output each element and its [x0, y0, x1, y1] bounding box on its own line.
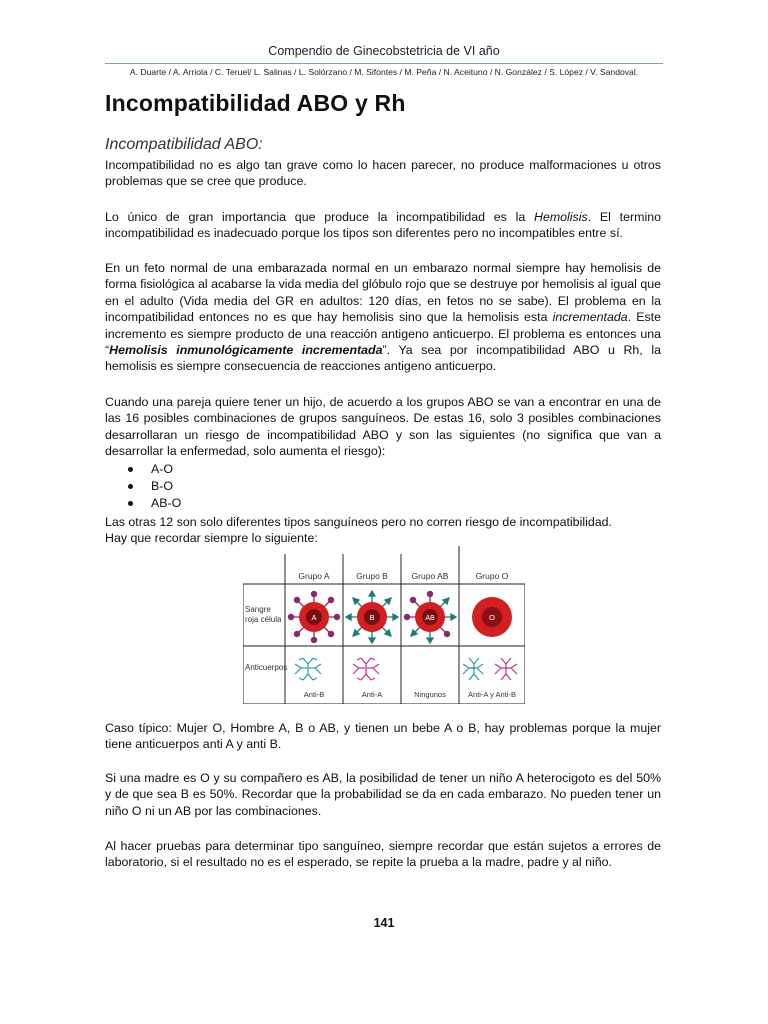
row-label-antibodies: Anticuerpos — [245, 663, 288, 672]
paragraph-4: Cuando una pareja quiere tener un hijo, de acuerdo a los grupos ABO se van a encontrar en una de las 16 posibles combinaciones de grupos sanguíneos. De estas 16, solo 3 posibles combinaciones desarrollaran un riesgo de incompatibilidad ABO y son las siguientes (no significa que van a desarrollar la enfermedad, solo aumenta el riesgo): — [105, 395, 661, 459]
column-header-o: Grupo O — [475, 571, 509, 581]
paragraph-9: Al hacer pruebas para determinar tipo sanguíneo, siempre recordar que están sujetos a errores de laboratorio, si el resultado no es el esperado, se repite la prueba a la madre, padre y al niño. — [105, 839, 661, 870]
row-label-red-cell-1: Sangre — [245, 605, 271, 614]
running-header: Compendio de Ginecobstetricia de VI año — [268, 44, 500, 58]
red-cell-o — [472, 597, 512, 637]
paragraph-3-emphasis: incrementada — [552, 310, 628, 325]
section-title: Incompatibilidad ABO: — [105, 136, 263, 153]
paragraph-5: Las otras 12 son solo diferentes tipos sanguíneos pero no corren riesgo de incompatibilidad. — [105, 515, 612, 529]
paragraph-3 — [105, 260, 661, 375]
list-item — [128, 461, 181, 478]
anti-b-antibodies-icon — [295, 658, 321, 680]
paragraph-1: Incompatibilidad no es algo tan grave como lo hacen parecer, no produce malformaciones u otros problemas que se cree que produce. — [105, 158, 661, 189]
paragraph-2-text-b: . El termino incompatibilidad es inadecuado porque los tipos son diferentes pero no incompatibles entre sí. — [105, 210, 661, 241]
list-item — [128, 478, 181, 495]
paragraph-2-text-a: Lo único de gran importancia que produce la incompatibilidad es la — [105, 210, 534, 224]
authors-line: A. Duarte / A. Arriola / C. Teruel/ L. Salinas / L. Solórzano / M. Sifontes / M. Peña / N. Aceituno / N. González / S. López / V. Sandoval. — [129, 67, 639, 77]
list-item-label: AB-O — [151, 496, 182, 510]
red-cell-ab — [404, 591, 456, 643]
paragraph-3-bold-emphasis: Hemolisis inmunológicamente incrementada — [109, 343, 383, 358]
column-header-b: Grupo B — [356, 571, 388, 581]
red-cell-b — [346, 591, 398, 643]
paragraph-6: Hay que recordar siempre lo siguiente: — [105, 531, 318, 545]
bullet-icon — [128, 467, 133, 472]
list-item — [128, 495, 181, 512]
paragraph-7: Caso típico: Mujer O, Hombre A, B o AB, y tienen un bebe A o B, hay problemas porque la mujer tiene anticuerpos anti A y anti B. — [105, 721, 661, 752]
header-rule — [105, 63, 663, 64]
paragraph-3-text-a: En un feto normal de una embarazada normal en un embarazo normal siempre hay hemolisis de forma fisiológica al acabarse la vida media del glóbulo rojo que se destruye por hemolisis al igual que en el adulto (Vida media del GR en adultos: 120 días, en fetos no se sabe). El problema en la incompatibilidad entonces no es que hay hemolisis sino que la hemolisis esta — [105, 261, 661, 325]
page-number: 141 — [373, 916, 395, 930]
red-cell-a — [288, 591, 339, 642]
list-item-label: A-O — [151, 462, 174, 476]
cell-letter-o: O — [489, 613, 495, 622]
row-label-red-cell-2: roja célula — [245, 615, 282, 624]
paragraph-3-text-c: ”. Ya sea por incompatibilidad ABO u Rh, la hemolisis es siempre consecuencia de reacciones antigeno anticuerpo. — [105, 343, 661, 374]
antibody-label-a: Anti-B — [303, 690, 325, 699]
bullet-icon — [128, 484, 133, 489]
combination-list — [128, 461, 181, 512]
abo-blood-group-figure — [243, 546, 525, 704]
column-header-a: Grupo A — [298, 571, 330, 581]
cell-letter-b: B — [369, 613, 375, 622]
antibody-label-b: Anti-A — [361, 690, 383, 699]
anti-a-antibodies-icon — [353, 658, 379, 680]
column-header-ab: Grupo AB — [411, 571, 449, 581]
paragraph-2-emphasis: Hemolisis — [534, 210, 588, 224]
paragraph-2 — [105, 209, 661, 242]
cell-letter-ab: AB — [425, 615, 435, 622]
antibody-label-ab: Ningunos — [414, 690, 446, 699]
paragraph-3-text-b: . Este incremento es siempre producto de una reacción antigeno anticuerpo. El problema es entonces una “ — [105, 310, 661, 358]
antibody-label-o: Anti-A y Anti-B — [468, 690, 516, 699]
cell-letter-a: A — [311, 613, 317, 622]
list-item-label: B-O — [151, 479, 174, 493]
paragraph-8: Si una madre es O y su compañero es AB, la posibilidad de tener un niño A heterocigoto es del 50% y de que sea B es 50%. Recordar que la probabilidad se da en cada embarazo. No pueden tener un niño O ni un AB por las combinaciones. — [105, 771, 661, 818]
bullet-icon — [128, 501, 133, 506]
page-title: Incompatibilidad ABO y Rh — [105, 90, 406, 116]
anti-a-and-anti-b-antibodies-icon — [463, 658, 517, 680]
